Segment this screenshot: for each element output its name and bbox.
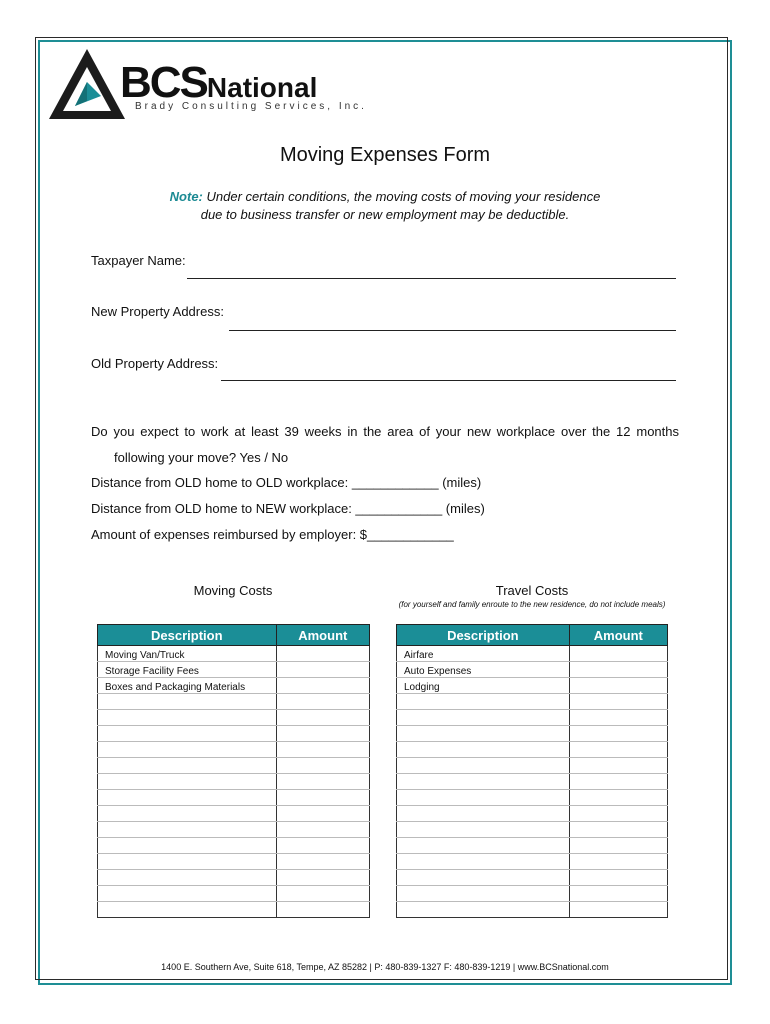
amount-cell[interactable] xyxy=(569,694,667,710)
amount-cell[interactable] xyxy=(569,854,667,870)
description-cell[interactable] xyxy=(98,710,277,726)
amount-cell[interactable] xyxy=(276,662,369,678)
table-row xyxy=(397,662,668,678)
table-row xyxy=(98,726,370,742)
amount-cell[interactable] xyxy=(276,646,369,662)
travel-costs-title: Travel Costs xyxy=(495,583,569,598)
amount-cell[interactable] xyxy=(569,806,667,822)
table-row xyxy=(397,822,668,838)
moving-col-amount: Amount xyxy=(276,625,369,646)
amount-cell[interactable] xyxy=(569,710,667,726)
description-cell[interactable] xyxy=(397,758,570,774)
table-row xyxy=(98,822,370,838)
amount-cell[interactable] xyxy=(569,742,667,758)
description-cell[interactable] xyxy=(397,886,570,902)
table-row xyxy=(397,838,668,854)
description-cell[interactable] xyxy=(98,758,277,774)
amount-cell[interactable] xyxy=(569,726,667,742)
description-cell[interactable] xyxy=(397,902,570,918)
weeks-question: Do you expect to work at least 39 weeks in the area of your new workplace over the 12 months xyxy=(91,424,679,439)
travel-costs-table xyxy=(396,624,668,918)
description-cell[interactable] xyxy=(397,806,570,822)
description-cell[interactable] xyxy=(98,806,277,822)
table-row xyxy=(397,646,668,662)
table-row xyxy=(397,790,668,806)
amount-cell[interactable] xyxy=(276,886,369,902)
description-cell[interactable] xyxy=(397,838,570,854)
brand-name-bold: BCS xyxy=(120,58,207,107)
table-row xyxy=(397,806,668,822)
amount-cell[interactable] xyxy=(276,742,369,758)
amount-cell[interactable] xyxy=(569,758,667,774)
taxpayer-name-field[interactable] xyxy=(187,278,676,279)
moving-costs-table xyxy=(97,624,370,918)
amount-cell[interactable] xyxy=(276,726,369,742)
table-row xyxy=(98,758,370,774)
description-cell[interactable]: Lodging xyxy=(397,678,570,694)
table-row xyxy=(98,774,370,790)
table-row xyxy=(98,902,370,918)
table-row xyxy=(98,854,370,870)
amount-cell[interactable] xyxy=(569,902,667,918)
description-cell[interactable] xyxy=(98,726,277,742)
description-cell[interactable] xyxy=(397,726,570,742)
table-row xyxy=(98,806,370,822)
table-row xyxy=(98,694,370,710)
amount-cell[interactable] xyxy=(276,822,369,838)
footer-contact: 1400 E. Southern Ave, Suite 618, Tempe, AZ 85282 | P: 480-839-1327 F: 480-839-1219 | www.BCSnational.com xyxy=(161,962,609,972)
description-cell[interactable] xyxy=(397,870,570,886)
distance-old-question[interactable]: Distance from OLD home to OLD workplace: ____________ (miles) xyxy=(91,475,482,490)
description-cell[interactable] xyxy=(98,838,277,854)
travel-costs-subtitle: (for yourself and family enroute to the new residence, do not include meals) xyxy=(398,600,666,609)
table-row xyxy=(397,678,668,694)
amount-cell[interactable] xyxy=(276,774,369,790)
new-address-field[interactable] xyxy=(229,330,676,331)
amount-cell[interactable] xyxy=(569,646,667,662)
table-row xyxy=(98,710,370,726)
note-line-1: Under certain conditions, the moving costs of moving your residence xyxy=(202,189,601,204)
description-cell[interactable]: Auto Expenses xyxy=(397,662,570,678)
description-cell[interactable] xyxy=(98,790,277,806)
description-cell[interactable] xyxy=(397,822,570,838)
note-line-2: due to business transfer or new employment may be deductible. xyxy=(200,207,570,222)
moving-col-description: Description xyxy=(98,625,277,646)
description-cell[interactable] xyxy=(397,742,570,758)
travel-col-amount: Amount xyxy=(569,625,667,646)
table-row xyxy=(98,678,370,694)
table-row xyxy=(98,838,370,854)
brand-subtitle: Brady Consulting Services, Inc. xyxy=(135,101,367,112)
description-cell[interactable] xyxy=(98,694,277,710)
description-cell[interactable] xyxy=(98,902,277,918)
distance-new-question[interactable]: Distance from OLD home to NEW workplace: ____________ (miles) xyxy=(91,501,485,516)
table-row xyxy=(397,694,668,710)
table-row xyxy=(98,662,370,678)
note-label: Note: xyxy=(169,189,203,204)
amount-cell[interactable] xyxy=(276,790,369,806)
amount-cell[interactable] xyxy=(276,758,369,774)
table-row xyxy=(397,902,668,918)
table-row xyxy=(98,742,370,758)
brand-name-rest: National xyxy=(206,72,318,103)
taxpayer-name-label: Taxpayer Name: xyxy=(91,253,186,268)
amount-cell[interactable] xyxy=(276,694,369,710)
moving-costs-title: Moving Costs xyxy=(193,583,273,598)
amount-cell[interactable] xyxy=(276,854,369,870)
travel-col-description: Description xyxy=(397,625,570,646)
table-row xyxy=(397,726,668,742)
amount-cell[interactable] xyxy=(569,870,667,886)
amount-cell[interactable] xyxy=(569,678,667,694)
amount-cell[interactable] xyxy=(276,870,369,886)
table-row xyxy=(397,742,668,758)
amount-cell[interactable] xyxy=(276,806,369,822)
table-row xyxy=(98,790,370,806)
old-address-label: Old Property Address: xyxy=(91,356,219,371)
amount-cell[interactable] xyxy=(276,710,369,726)
amount-cell[interactable] xyxy=(569,662,667,678)
description-cell[interactable] xyxy=(397,790,570,806)
description-cell[interactable]: Boxes and Packaging Materials xyxy=(98,678,277,694)
old-address-field[interactable] xyxy=(221,380,676,381)
description-cell[interactable]: Moving Van/Truck xyxy=(98,646,277,662)
amount-cell[interactable] xyxy=(569,838,667,854)
description-cell[interactable] xyxy=(397,854,570,870)
table-row xyxy=(397,774,668,790)
description-cell[interactable] xyxy=(98,774,277,790)
table-row xyxy=(98,886,370,902)
form-note xyxy=(0,188,770,224)
table-row xyxy=(98,870,370,886)
table-row xyxy=(397,710,668,726)
description-cell[interactable] xyxy=(98,870,277,886)
table-row xyxy=(397,758,668,774)
description-cell[interactable] xyxy=(98,886,277,902)
amount-cell[interactable] xyxy=(276,902,369,918)
amount-cell[interactable] xyxy=(569,886,667,902)
description-cell[interactable] xyxy=(397,774,570,790)
amount-cell[interactable] xyxy=(569,790,667,806)
description-cell[interactable] xyxy=(98,742,277,758)
description-cell[interactable] xyxy=(397,710,570,726)
amount-cell[interactable] xyxy=(569,822,667,838)
description-cell[interactable] xyxy=(397,694,570,710)
reimbursed-question[interactable]: Amount of expenses reimbursed by employer: $____________ xyxy=(91,527,454,542)
amount-cell[interactable] xyxy=(569,774,667,790)
amount-cell[interactable] xyxy=(276,678,369,694)
weeks-question-answer[interactable]: following your move? Yes / No xyxy=(114,450,289,465)
description-cell[interactable]: Storage Facility Fees xyxy=(98,662,277,678)
amount-cell[interactable] xyxy=(276,838,369,854)
form-title: Moving Expenses Form xyxy=(279,144,491,166)
description-cell[interactable] xyxy=(98,854,277,870)
table-row xyxy=(397,854,668,870)
description-cell[interactable]: Airfare xyxy=(397,646,570,662)
table-row xyxy=(397,870,668,886)
table-row xyxy=(397,886,668,902)
table-row xyxy=(98,646,370,662)
new-address-label: New Property Address: xyxy=(91,304,224,319)
description-cell[interactable] xyxy=(98,822,277,838)
